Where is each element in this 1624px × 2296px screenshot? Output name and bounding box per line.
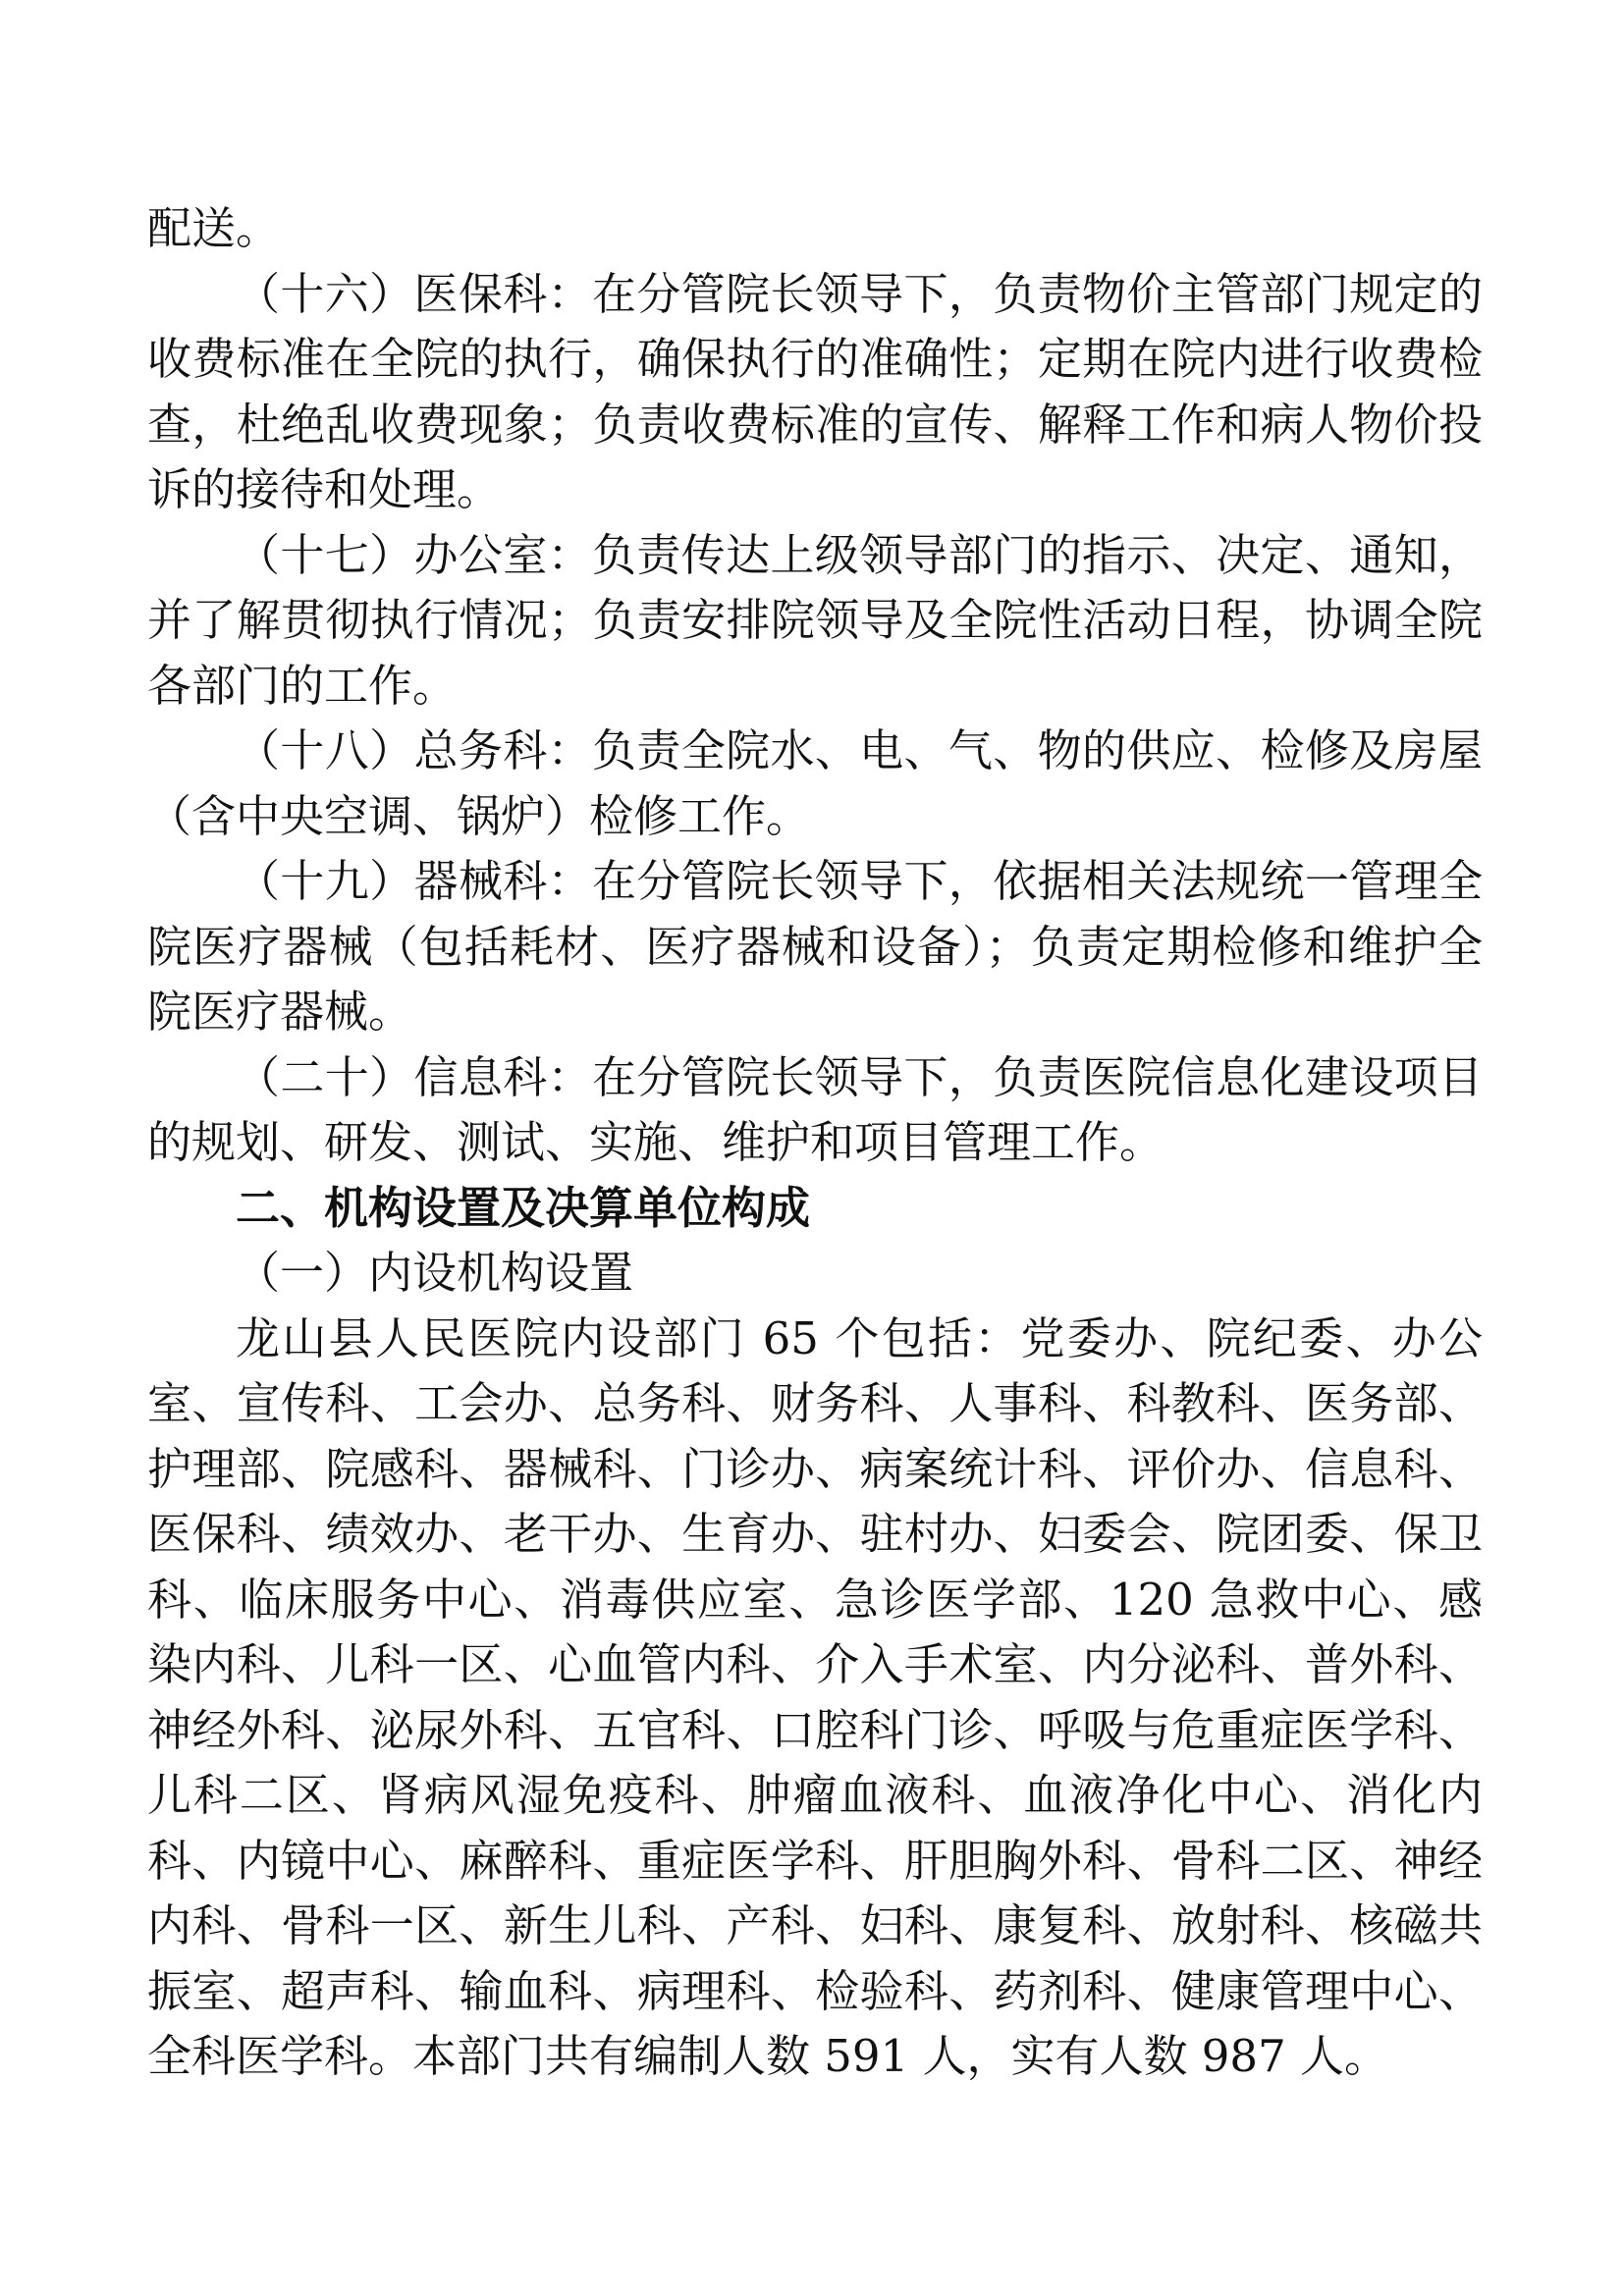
paragraph-general-office: （十七）办公室：负责传达上级领导部门的指示、决定、通知，并了解贯彻执行情况；负责安排院领导及全院性活动日程，协调全院各部门的工作。 [147, 528, 1483, 712]
paragraph-continuation: 配送。 [147, 202, 281, 254]
paragraph-information-dept: （二十）信息科：在分管院长领导下，负责医院信息化建设项目的规划、研发、测试、实施、维护和项目管理工作。 [147, 1050, 1483, 1168]
document-body [147, 196, 1483, 2090]
paragraph-medical-insurance-dept: （十六）医保科：在分管院长领导下，负责物价主管部门规定的收费标准在全院的执行，确保执行的准确性；定期在院内进行收费检查，杜绝乱收费现象；负责收费标准的宣传、解释工作和病人物价投诉的接待和处理。 [147, 267, 1483, 515]
section-heading: 二、机构设置及决算单位构成 [236, 1181, 811, 1234]
subsection-heading: （一）内设机构设置 [236, 1247, 634, 1299]
paragraph-equipment-dept: （十九）器械科：在分管院长领导下，依据相关法规统一管理全院医疗器械（包括耗材、医疗器械和设备）；负责定期检修和维护全院医疗器械。 [147, 855, 1483, 1038]
paragraph-internal-departments: 龙山县人民医院内设部门 65 个包括：党委办、院纪委、办公室、宣传科、工会办、总务科、财务科、人事科、科教科、医务部、护理部、院感科、器械科、门诊办、病案统计科、评价办、信息科、医保科、绩效办、老干办、生育办、驻村办、妇委会、院团委、保卫科、临床服务中心、消毒供应室、急诊医学部、120 急救中心、感染内科、儿科一区、心血管内科、介入手术室、内分泌科、普外科、神经外科、泌尿外科、五官科、口腔科门诊、呼吸与危重症医学科、儿科二区、肾病风湿免疫科、肿瘤血液科、血液净化中心、消化内科、内镜中心、麻醉科、重症医学科、肝胆胸外科、骨科二区、神经内科、骨科一区、新生儿科、产科、妇科、康复科、放射科、核磁共振室、超声科、输血科、病理科、检验科、药剂科、健康管理中心、全科医学科。本部门共有编制人数 591 人，实有人数 987 人。 [147, 1311, 1483, 2082]
paragraph-general-affairs-dept: （十八）总务科：负责全院水、电、气、物的供应、检修及房屋（含中央空调、锅炉）检修工作。 [147, 724, 1483, 842]
